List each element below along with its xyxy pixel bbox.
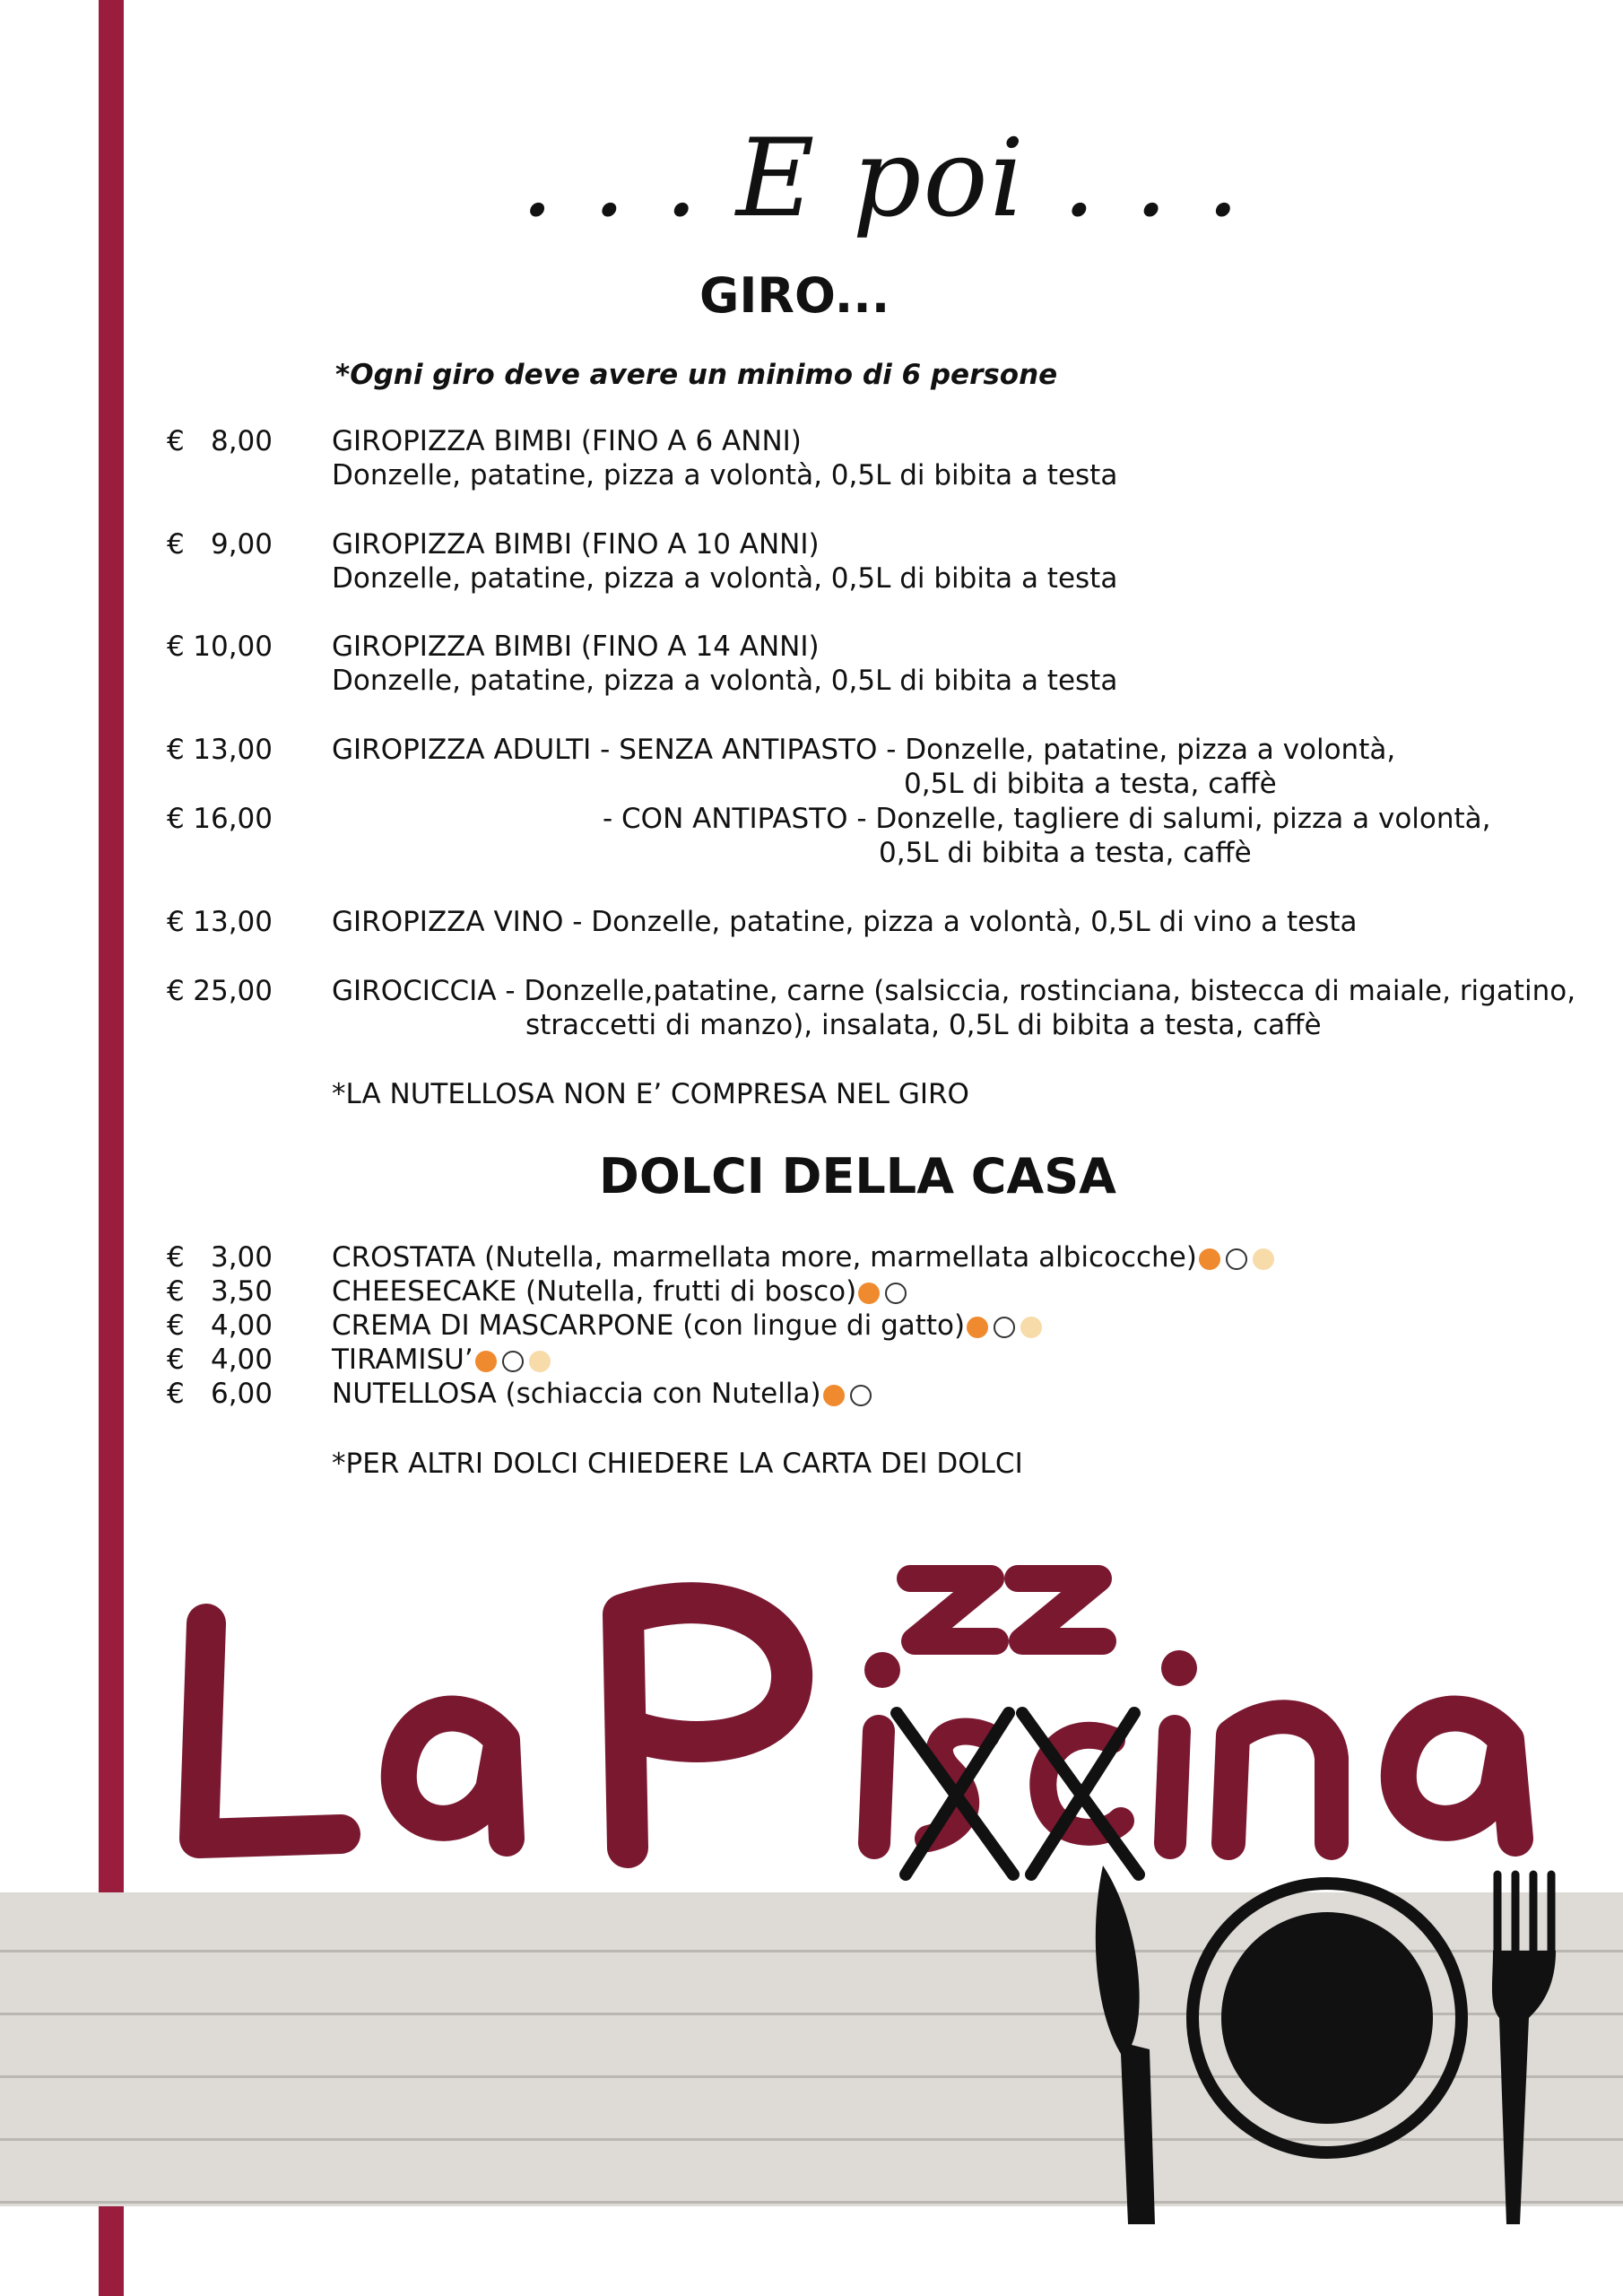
allergen-dots bbox=[473, 1344, 551, 1376]
price: € 3,50 bbox=[167, 1275, 273, 1308]
item-name: GIROPIZZA BIMBI (FINO A 10 ANNI) bbox=[332, 528, 820, 561]
giro-title: GIRO... bbox=[699, 267, 890, 324]
allergen-dot-icon bbox=[858, 1283, 880, 1304]
dolci-footnote: *PER ALTRI DOLCI CHIEDERE LA CARTA DEI DOLCI bbox=[332, 1448, 1023, 1480]
list-item bbox=[0, 1309, 1623, 1344]
item-name: - CON ANTIPASTO - Donzelle, tagliere di salumi, pizza a volontà, bbox=[603, 803, 1491, 835]
allergen-dot-icon bbox=[1253, 1248, 1274, 1270]
price: € 13,00 bbox=[167, 906, 273, 938]
item-name: GIROPIZZA VINO - Donzelle, patatine, pizza a volontà, 0,5L di vino a testa bbox=[332, 906, 1358, 938]
item-name: GIROPIZZA ADULTI - SENZA ANTIPASTO - Donzelle, patatine, pizza a volontà, bbox=[332, 734, 1396, 766]
item-detail: Donzelle, patatine, pizza a volontà, 0,5L di bibita a testa bbox=[332, 459, 1118, 491]
allergen-dots bbox=[965, 1309, 1042, 1342]
item-name: CROSTATA (Nutella, marmellata more, marmellata albicocche) bbox=[332, 1241, 1197, 1274]
allergen-dot-icon bbox=[1199, 1248, 1220, 1270]
item-name: NUTELLOSA (schiaccia con Nutella) bbox=[332, 1378, 821, 1410]
allergen-dots bbox=[856, 1275, 907, 1308]
allergen-dot-icon bbox=[994, 1317, 1015, 1338]
allergen-dots bbox=[821, 1378, 872, 1410]
giro-min-note: *Ogni giro deve avere un minimo di 6 persone bbox=[335, 359, 1058, 391]
list-item bbox=[0, 1275, 1623, 1309]
item-name: CREMA DI MASCARPONE (con lingue di gatto) bbox=[332, 1309, 966, 1342]
price: € 4,00 bbox=[167, 1309, 273, 1342]
allergen-dot-icon bbox=[529, 1351, 551, 1372]
allergen-dot-icon bbox=[475, 1351, 497, 1372]
allergen-dot-icon bbox=[1226, 1248, 1247, 1270]
restaurant-logo bbox=[179, 1543, 1578, 1883]
price: € 6,00 bbox=[167, 1378, 273, 1410]
item-detail: straccetti di manzo), insalata, 0,5L di bibita a testa, caffè bbox=[525, 1009, 1322, 1041]
price: € 16,00 bbox=[167, 803, 273, 835]
price: € 10,00 bbox=[167, 631, 273, 663]
allergen-dot-icon bbox=[885, 1283, 907, 1304]
dolci-title: DOLCI DELLA CASA bbox=[599, 1148, 1116, 1205]
item-name: GIROPIZZA BIMBI (FINO A 14 ANNI) bbox=[332, 631, 820, 663]
allergen-dot-icon bbox=[1020, 1317, 1042, 1338]
knife-plate-fork-icon bbox=[1085, 1857, 1560, 2233]
allergen-dot-icon bbox=[850, 1385, 872, 1406]
giro-footnote: *LA NUTELLOSA NON E’ COMPRESA NEL GIRO bbox=[332, 1078, 969, 1110]
list-item bbox=[0, 1344, 1623, 1378]
price: € 8,00 bbox=[167, 425, 273, 457]
item-name: GIROPIZZA BIMBI (FINO A 6 ANNI) bbox=[332, 425, 802, 457]
price: € 4,00 bbox=[167, 1344, 273, 1376]
item-detail: 0,5L di bibita a testa, caffè bbox=[904, 768, 1277, 800]
item-name: TIRAMISU’ bbox=[332, 1344, 473, 1376]
item-detail: Donzelle, patatine, pizza a volontà, 0,5L di bibita a testa bbox=[332, 665, 1118, 697]
price: € 13,00 bbox=[167, 734, 273, 766]
allergen-dot-icon bbox=[823, 1385, 845, 1406]
list-item bbox=[0, 1378, 1623, 1412]
allergen-dot-icon bbox=[502, 1351, 524, 1372]
price: € 3,00 bbox=[167, 1241, 273, 1274]
script-title: . . . E poi . . . bbox=[520, 117, 1242, 241]
item-name: CHEESECAKE (Nutella, frutti di bosco) bbox=[332, 1275, 857, 1308]
allergen-dots bbox=[1197, 1241, 1274, 1274]
item-detail: Donzelle, patatine, pizza a volontà, 0,5L di bibita a testa bbox=[332, 562, 1118, 595]
item-detail: 0,5L di bibita a testa, caffè bbox=[879, 837, 1252, 869]
list-item bbox=[0, 1241, 1623, 1275]
item-name: GIROCICCIA - Donzelle,patatine, carne (salsiccia, rostinciana, bistecca di maiale, rigatino, bbox=[332, 975, 1576, 1007]
allergen-dot-icon bbox=[967, 1317, 988, 1338]
price: € 9,00 bbox=[167, 528, 273, 561]
price: € 25,00 bbox=[167, 975, 273, 1007]
